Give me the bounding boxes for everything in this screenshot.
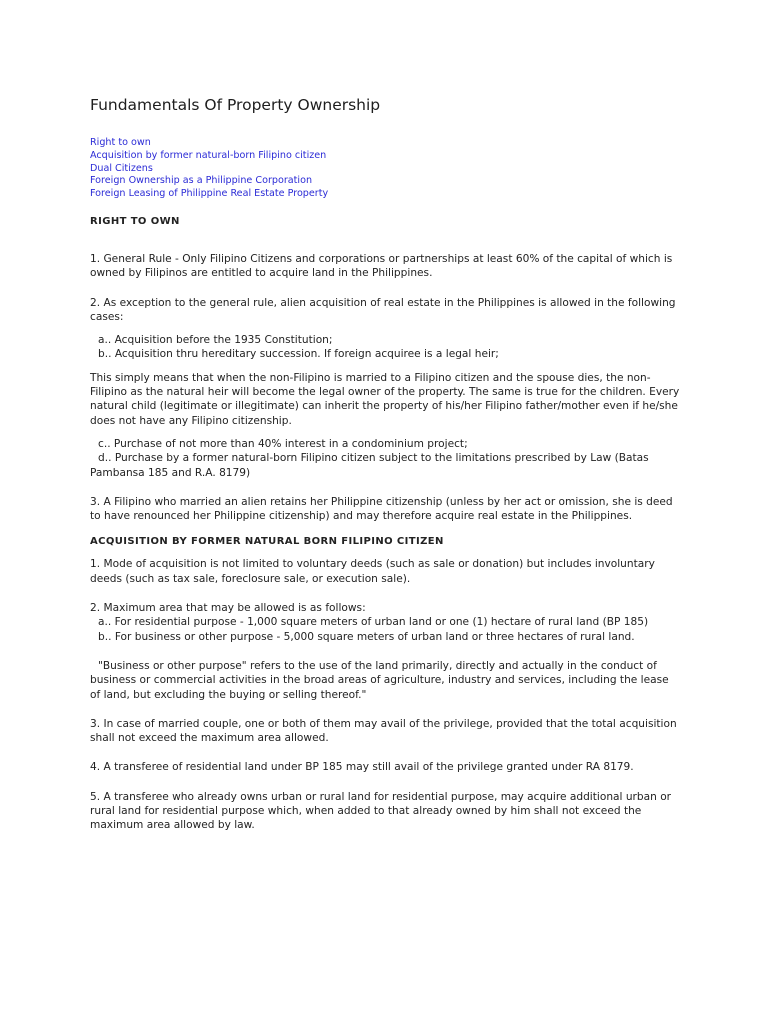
- list-item: d.. Purchase by a former natural-born Filipino citizen subject to the limitations prescribed by Law (Batas Pambansa 185 and R.A. 8179): [90, 452, 649, 479]
- paragraph: 4. A transferee of residential land under BP 185 may still avail of the privilege granted under RA 8179.: [90, 761, 634, 774]
- toc-link-dual-citizens[interactable]: Dual Citizens: [90, 162, 153, 174]
- paragraph: 3. In case of married couple, one or both of them may avail of the privilege, provided that the total acquisition shall not exceed the maximum area allowed.: [90, 717, 677, 745]
- paragraph: 1. General Rule - Only Filipino Citizens and corporations or partnerships at least 60% of the capital of which is owned by Filipinos are entitled to acquire land in the Philippines.: [90, 252, 673, 280]
- list-item: a.. For residential purpose - 1,000 square meters of urban land or one (1) hectare of rural land (BP 185): [98, 616, 649, 629]
- section-heading-right-to-own: RIGHT TO OWN: [90, 215, 180, 227]
- section-heading-acquisition: ACQUISITION BY FORMER NATURAL BORN FILIPINO CITIZEN: [90, 536, 444, 548]
- article-body: [90, 96, 682, 833]
- paragraph: 2. Maximum area that may be allowed is as follows:: [90, 602, 366, 615]
- paragraph: 1. Mode of acquisition is not limited to voluntary deeds (such as sale or donation) but includes involuntary deeds (such as tax sale, foreclosure sale, or execution sale).: [90, 558, 655, 585]
- list-item: c.. Purchase of not more than 40% interest in a condominium project;: [98, 437, 468, 450]
- page-title: Fundamentals Of Property Ownership: [90, 96, 381, 114]
- toc-link-right-to-own[interactable]: Right to own: [90, 137, 151, 148]
- list-item: a.. Acquisition before the 1935 Constitution;: [98, 334, 333, 347]
- paragraph: 3. A Filipino who married an alien retains her Philippine citizenship (unless by her act or omission, she is deed to have renounced her Philippine citizenship) and may therefore acquire real estate in the Philippines.: [90, 495, 673, 523]
- toc-link-acquisition-former-citizen[interactable]: Acquisition by former natural-born Filipino citizen: [90, 149, 327, 161]
- table-of-contents: [90, 137, 682, 201]
- paragraph: 2. As exception to the general rule, alien acquisition of real estate in the Philippines is allowed in the following cases:: [90, 296, 676, 323]
- paragraph: 5. A transferee who already owns urban or rural land for residential purpose, may acquire additional urban or rural land for residential purpose which, when added to that already owned by him shall not exceed the maximum area allowed by law.: [90, 790, 672, 832]
- quoted-definition: "Business or other purpose" refers to the use of the land primarily, directly and actually in the conduct of business or commercial activities in the broad areas of agriculture, industry and services, including the lease of land, but excluding the buying or selling thereof.": [90, 659, 669, 701]
- list-item: b.. For business or other purpose - 5,000 square meters of urban land or three hectares of rural land.: [98, 630, 635, 643]
- list-item: b.. Acquisition thru hereditary succession. If foreign acquiree is a legal heir;: [98, 348, 499, 361]
- toc-link-foreign-ownership-corporation[interactable]: Foreign Ownership as a Philippine Corporation: [90, 175, 313, 187]
- toc-link-foreign-leasing[interactable]: Foreign Leasing of Philippine Real Estate Property: [90, 188, 329, 200]
- paragraph: This simply means that when the non-Filipino is married to a Filipino citizen and the spouse dies, the non-Filipino as the natural heir will become the legal owner of the property. The same is true for the children. Every natural child (legitimate or illegitimate) can inherit the property of his/her Filipino father/mother even if he/she does not have any Filipino citizenship.: [90, 371, 680, 427]
